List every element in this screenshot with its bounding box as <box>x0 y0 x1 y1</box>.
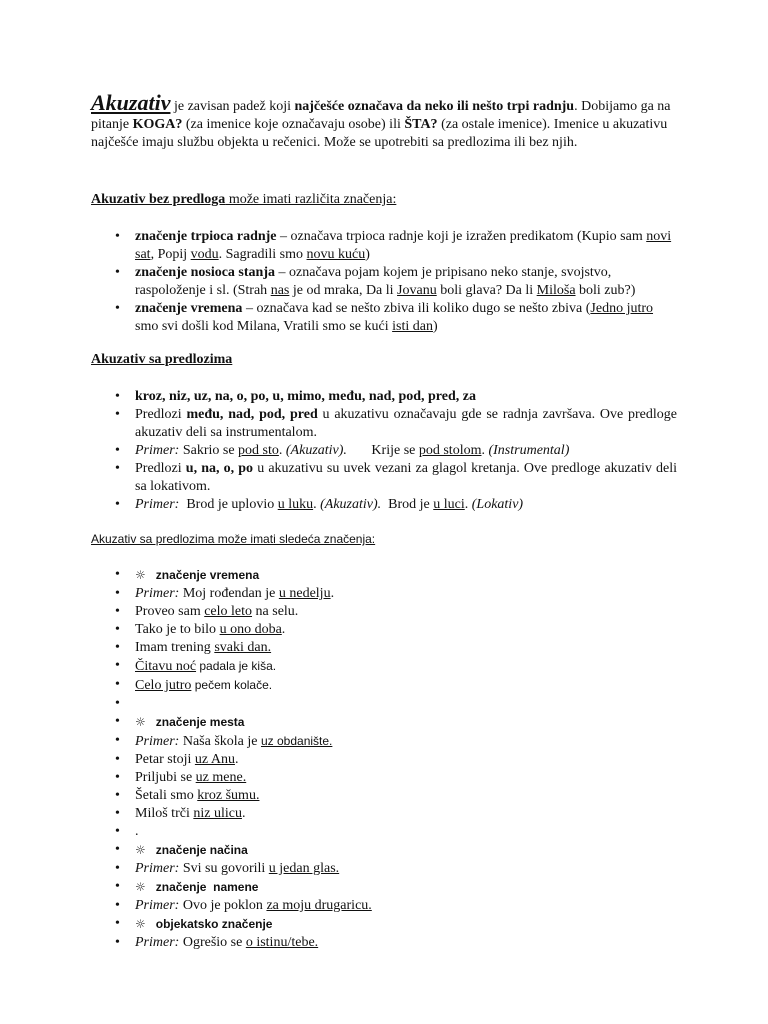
intro-paragraph <box>91 90 677 152</box>
list-item <box>91 732 677 751</box>
item-text: Brod je uplovio <box>179 497 278 512</box>
item-text: Proveo sam <box>135 604 205 619</box>
list-item <box>91 751 677 769</box>
intro-sta: ŠTA? <box>404 117 438 132</box>
list-item <box>91 442 677 460</box>
intro-bold: najčešće označava da neko ili nešto trpi radnju <box>294 99 575 114</box>
item-text: pečem kolače. <box>191 678 273 692</box>
item-text: Ovo je poklon <box>179 898 267 913</box>
intro-koga: KOGA? <box>132 117 183 132</box>
item-text: u akuzativu označavaju gde se radnja završava. Ove predloge akuzativ deli sa instrumentalom. <box>135 407 677 440</box>
item-underline: Celo jutro <box>135 678 192 693</box>
item-text: Krije se <box>346 443 419 458</box>
item-bold: u, na, o, po <box>185 461 254 476</box>
item-underline: svaki dan. <box>214 640 272 655</box>
item-underline: vodu <box>190 247 219 262</box>
list-item <box>91 934 677 952</box>
item-underline: celo leto <box>204 604 253 619</box>
item-text: Svi su govorili <box>179 861 269 876</box>
sun-icon: ☼ <box>135 715 146 729</box>
list-item <box>91 621 677 639</box>
item-underline: za moju drugaricu. <box>266 898 372 913</box>
case-label: (Lokativ) <box>471 497 524 512</box>
meaning-title: značenje namene <box>155 880 259 894</box>
primer-label: Primer: <box>135 861 180 876</box>
item-underline: u luci <box>433 497 465 512</box>
item-text: – označava pojam kojem je pripisano neko stanje, svojstvo, raspoloženje i sl. (Strah <box>135 265 612 298</box>
item-text: Predlozi <box>135 461 186 476</box>
item-underline: novi sat <box>135 229 672 262</box>
meaning-title: značenje načina <box>155 843 248 857</box>
list-item <box>91 639 677 657</box>
item-text: Predlozi <box>135 407 187 422</box>
item-text: . <box>278 443 286 458</box>
item-underline: nas <box>270 283 290 298</box>
title-word: Akuzativ <box>91 90 171 115</box>
item-text: Moj rođendan je <box>179 586 279 601</box>
intro-text: (za ostale imenice). Imenice u akuzativu najčešće imaju službu objekta u rečenici. Može se upotrebiti sa predlozima ili bez njih. <box>91 117 668 150</box>
list-item <box>91 496 677 514</box>
list-item <box>91 676 677 695</box>
primer-label: Primer: <box>135 734 180 749</box>
item-text: . Sagradili smo <box>218 247 307 262</box>
item-text: boli glava? Da li <box>436 283 537 298</box>
list-item <box>91 406 677 442</box>
list-item-empty <box>91 695 677 713</box>
item-text: Priljubi se <box>135 770 196 785</box>
item-underline: u ono doba <box>219 622 282 637</box>
list-item <box>91 264 677 300</box>
item-underline: u luku <box>277 497 314 512</box>
list-item <box>91 805 677 823</box>
item-underline: u nedelju <box>278 586 331 601</box>
list-znacenja <box>91 566 677 952</box>
list-item <box>91 300 677 336</box>
list-item-mesta-title <box>91 713 677 732</box>
primer-label: Primer: <box>135 898 180 913</box>
item-text: . <box>464 497 472 512</box>
sun-icon: ☼ <box>135 843 146 857</box>
item-text: boli zub?) <box>575 283 636 298</box>
item-underline: novu kuću <box>306 247 366 262</box>
item-bold: značenje nosioca stanja <box>135 265 275 280</box>
list-item <box>91 860 677 878</box>
intro-text: (za imenice koje označavaju osobe) ili <box>182 117 405 132</box>
item-underline: uz Anu <box>194 752 235 767</box>
item-text: . <box>313 497 321 512</box>
item-text: – označava kad se nešto zbiva ili koliko dugo se nešto zbiva ( <box>242 301 591 316</box>
item-text: smo svi došli kod Milana, Vratili smo se kući <box>135 319 393 334</box>
list-item <box>91 228 677 264</box>
item-underline: pod stolom <box>418 443 482 458</box>
item-text: ) <box>432 319 438 334</box>
prepositions-list: kroz, niz, uz, na, o, po, u, mimo, među, nad, pod, pred, za <box>135 389 476 404</box>
case-label: (Instrumental) <box>488 443 570 458</box>
meaning-title: značenje mesta <box>155 715 245 729</box>
list-item <box>91 388 677 406</box>
item-text: Tako je to bilo <box>135 622 220 637</box>
primer-label: Primer: <box>135 443 180 458</box>
item-underline: pod sto <box>238 443 279 458</box>
heading-text: Akuzativ sa predlozima <box>91 352 233 367</box>
sun-icon: ☼ <box>135 568 146 582</box>
list-sa-predlozima <box>91 388 677 514</box>
item-underline: Čitavu noć <box>135 659 197 674</box>
list-item <box>91 769 677 787</box>
sun-icon: ☼ <box>135 880 146 894</box>
item-text: u akuzativu su uvek vezani za glagol kretanja. Ove predloge akuzativ deli sa lokativom. <box>135 461 678 494</box>
list-bez-predloga <box>91 228 677 336</box>
meaning-title: značenje vremena <box>155 568 260 582</box>
item-underline: uz obdanište. <box>260 734 333 748</box>
list-item-namene-title <box>91 878 677 897</box>
item-text: . <box>281 622 286 637</box>
item-bold: među, nad, pod, pred <box>186 407 318 422</box>
dot-text: . <box>135 824 139 839</box>
section-heading-sa-predlozima <box>91 352 232 368</box>
heading-rest: može imati različita značenja: <box>225 192 397 207</box>
primer-label: Primer: <box>135 497 180 512</box>
case-label: (Akuzativ). <box>320 497 382 512</box>
item-bold: značenje trpioca radnje <box>135 229 277 244</box>
item-underline: niz ulicu <box>193 806 242 821</box>
item-text: – označava trpioca radnje koji je izražen predikatom (Kupio sam <box>276 229 647 244</box>
item-underline: kroz šumu. <box>197 788 260 803</box>
heading-text: Akuzativ bez predloga <box>91 192 226 207</box>
list-item <box>91 585 677 603</box>
item-text: Petar stoji <box>135 752 195 767</box>
item-text: , Popij <box>150 247 191 262</box>
item-text: Naša škola je <box>179 734 261 749</box>
case-label: (Akuzativ). <box>285 443 347 458</box>
item-underline: isti dan <box>392 319 433 334</box>
item-text: je od mraka, Da li <box>289 283 398 298</box>
item-text: . <box>241 806 246 821</box>
sun-icon: ☼ <box>135 917 146 931</box>
item-underline: Jovanu <box>397 283 437 298</box>
list-item <box>91 657 677 676</box>
list-item-dot <box>91 823 677 841</box>
meaning-title: objekatsko značenje <box>155 917 273 931</box>
item-text: padala je kiša. <box>196 659 277 673</box>
item-text: Miloš trči <box>135 806 194 821</box>
list-item <box>91 787 677 805</box>
item-text: ) <box>365 247 370 262</box>
item-bold: značenje vremena <box>135 301 243 316</box>
intro-text: je zavisan padež koji <box>170 99 295 114</box>
item-text: . <box>330 586 335 601</box>
list-item <box>91 897 677 915</box>
list-item-vremena-title <box>91 566 677 585</box>
item-underline: Miloša <box>536 283 576 298</box>
item-text: Šetali smo <box>135 788 198 803</box>
item-text: Imam trening <box>135 640 215 655</box>
item-text: Ogrešio se <box>179 935 246 950</box>
list-item-objekatsko-title <box>91 915 677 934</box>
item-text: . <box>481 443 489 458</box>
section-heading-znacenja: Akuzativ sa predlozima može imati sledeća značenja: <box>91 532 376 546</box>
item-text: na selu. <box>252 604 299 619</box>
item-underline: Jedno jutro <box>590 301 654 316</box>
item-underline: u jedan glas. <box>268 861 340 876</box>
item-text: Sakrio se <box>179 443 239 458</box>
intro-text: . Dobijamo ga na pitanje <box>91 99 671 132</box>
item-underline: o istinu/tebe. <box>245 935 319 950</box>
list-item-nacina-title <box>91 841 677 860</box>
item-text: . <box>234 752 239 767</box>
list-item <box>91 460 677 496</box>
list-item <box>91 603 677 621</box>
primer-label: Primer: <box>135 586 180 601</box>
primer-label: Primer: <box>135 935 180 950</box>
item-underline: uz mene. <box>195 770 247 785</box>
section-heading-bez-predloga <box>91 192 396 208</box>
item-text: Brod je <box>381 497 434 512</box>
